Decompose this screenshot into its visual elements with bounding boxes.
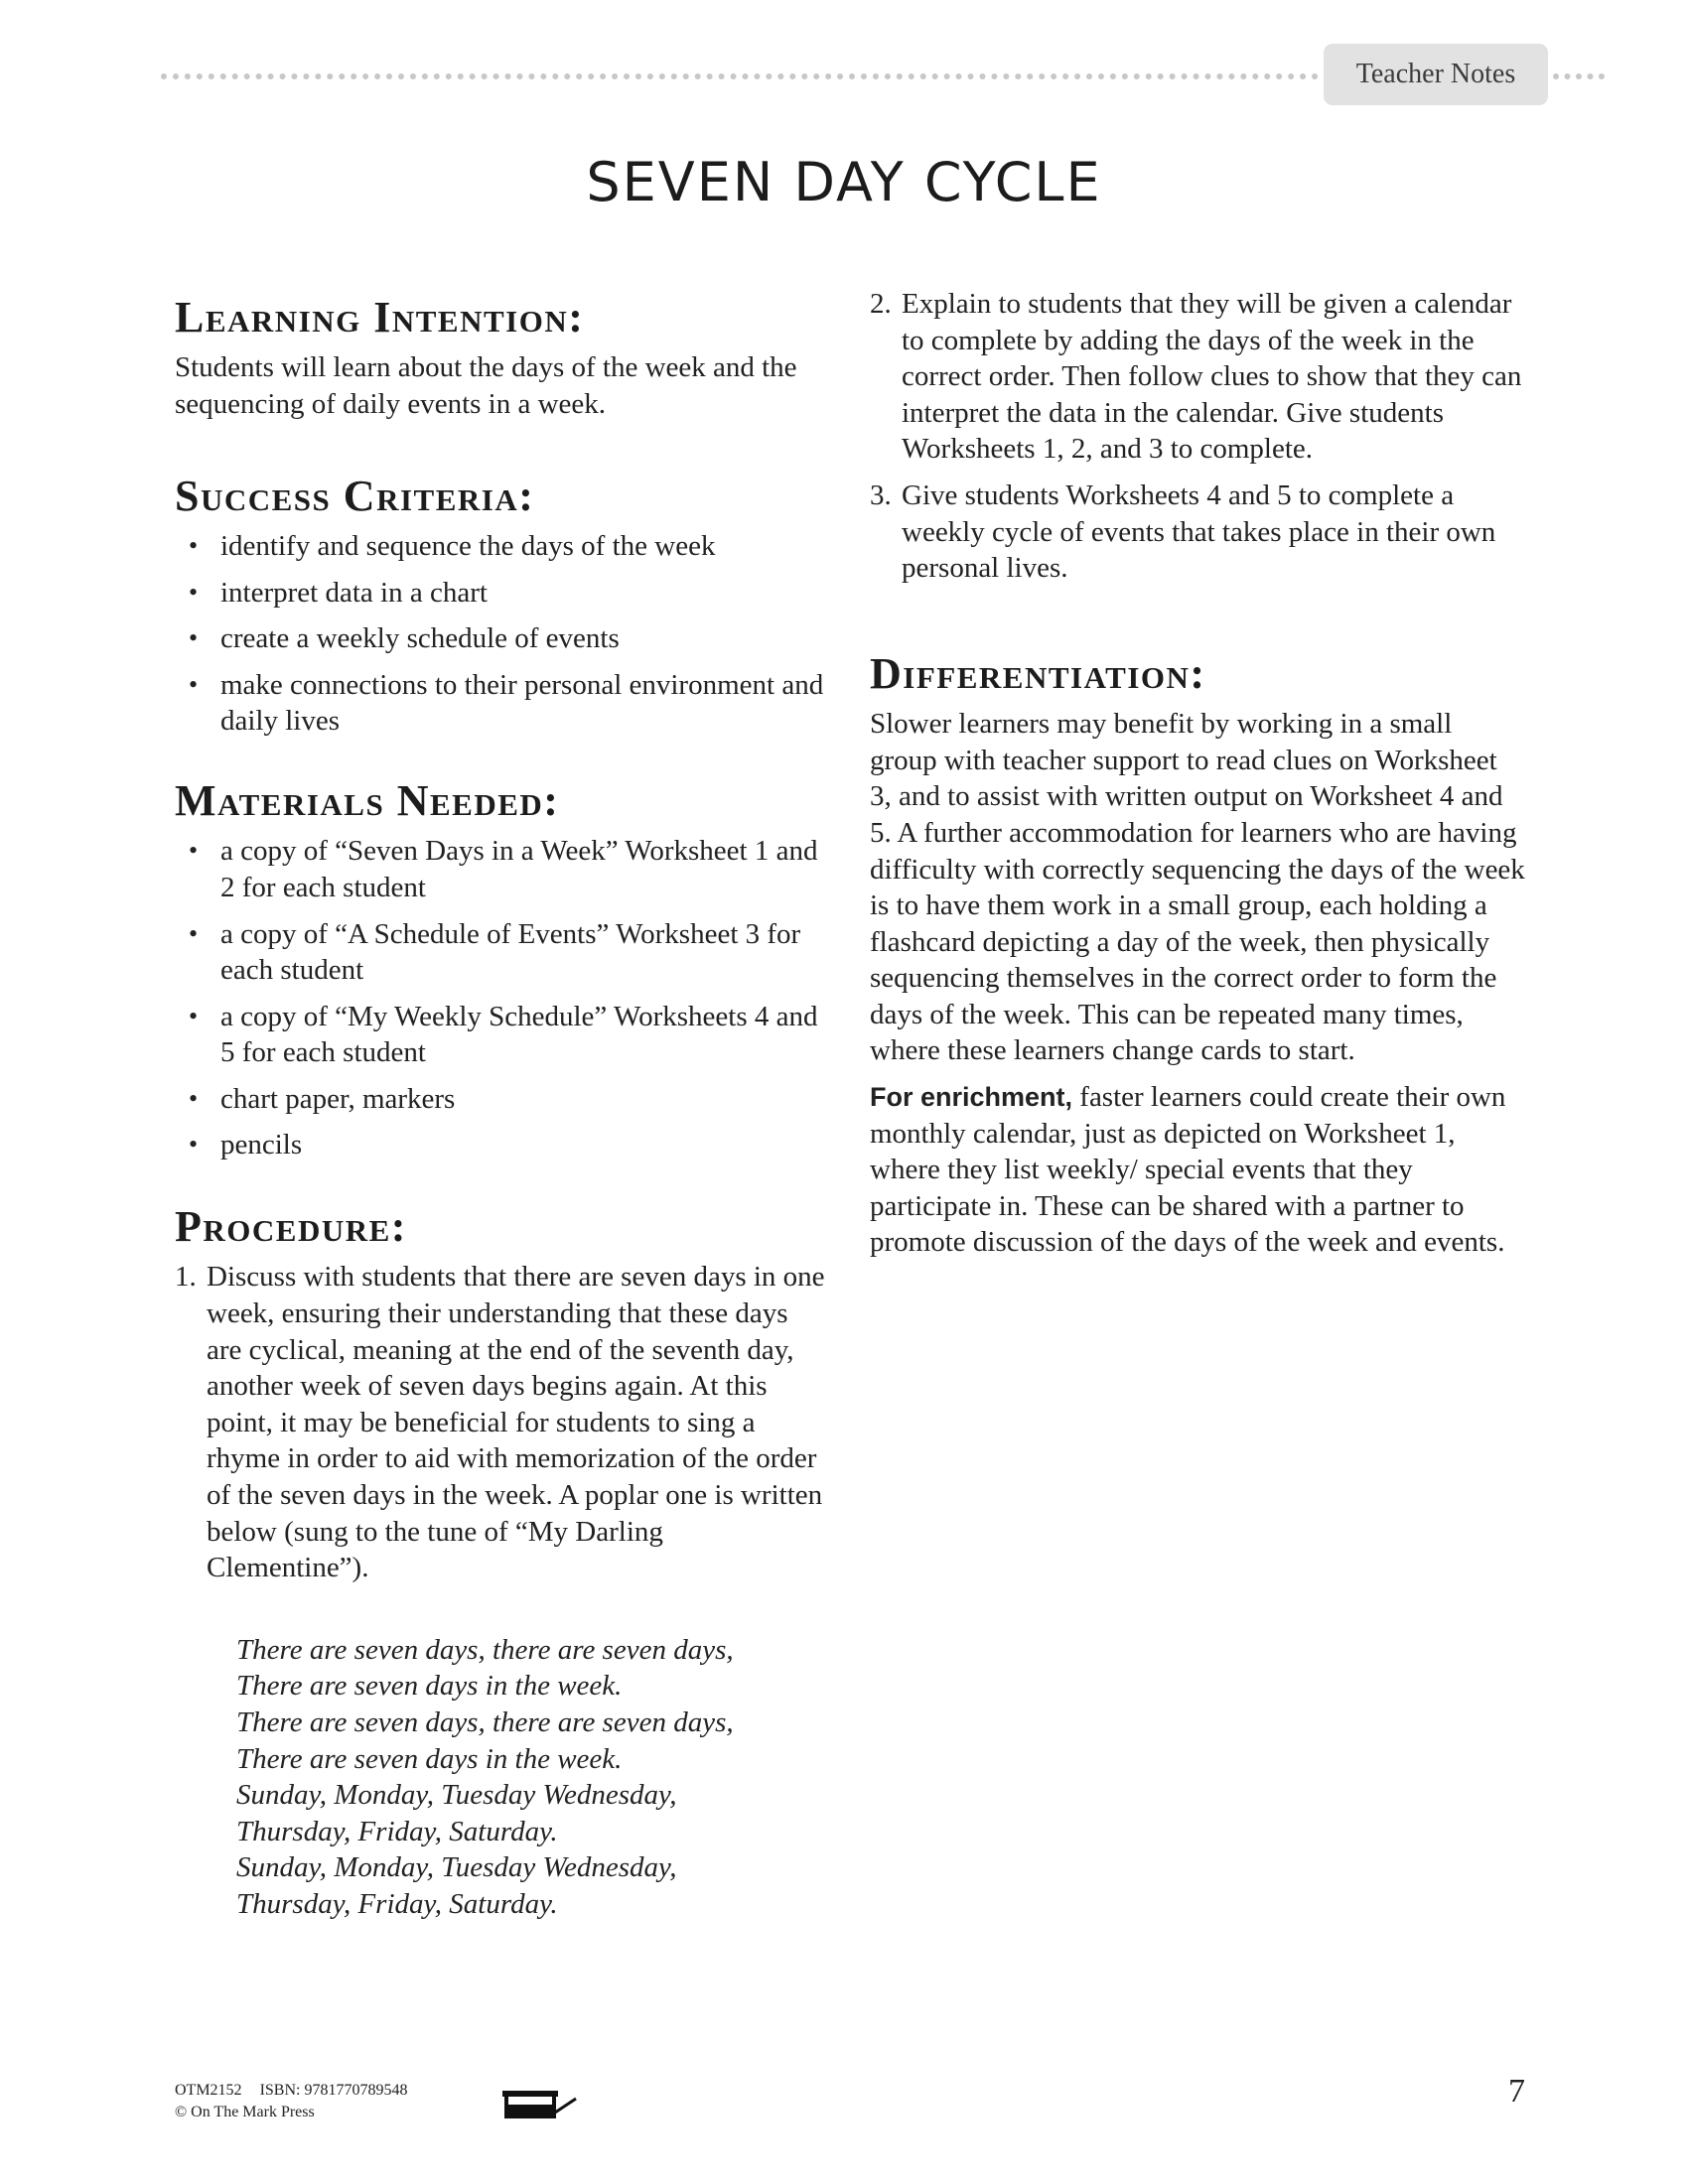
poem-line: Sunday, Monday, Tuesday Wednesday, — [236, 1779, 677, 1812]
step-text: Discuss with students that there are seven days in one week, ensuring their understanding that these days are cyclical, meaning at the end of the seventh day, another week of seven days begins again. At this point, it may be beneficial for students to sing a rhyme in order to aid with memorization of the order of the seven days in the week. A poplar one is written below (sung to the tune of “My Darling Clementine”). — [207, 1261, 825, 1584]
differentiation-heading: Differentiation: — [870, 648, 1206, 698]
bullet-icon: • — [189, 918, 199, 948]
procedure-step — [175, 1259, 830, 1585]
days-of-week-poem — [236, 1632, 830, 1923]
right-column — [870, 286, 1525, 1261]
enrichment-text: faster learners could create their own monthly calendar, just as depicted on Worksheet 1, where they list weekly/ special events that they participate in. These can be shared with a partner to promote discussion of the days of the week and events. — [870, 1081, 1506, 1259]
poem-line: There are seven days in the week. — [236, 1742, 623, 1775]
bullet-icon: • — [189, 577, 199, 607]
learning-intention-text: Students will learn about the days of the week and the sequencing of daily events in a week. — [175, 351, 797, 420]
bullet-icon: • — [189, 1001, 199, 1030]
materials-section — [175, 777, 830, 1163]
success-criteria-section — [175, 473, 830, 740]
copyright: © On The Mark Press — [175, 2104, 315, 2120]
differentiation-text: Slower learners may benefit by working in a small group with teacher support to read clues on Worksheet 3, and to assist with written output on Worksheet 4 and 5. A further accommodation for learners who are having difficulty with correctly sequencing the days of the week is to have them work in a small group, each holding a flashcard depicting a day of the week, then physically sequencing themselves in the correct order to form the days of the week. This can be repeated many times, where these learners change cards to start. — [870, 708, 1525, 1067]
poem-line: Sunday, Monday, Tuesday Wednesday, — [236, 1851, 677, 1884]
step-text: Give students Worksheets 4 and 5 to complete a weekly cycle of events that takes place in their own personal lives. — [902, 478, 1496, 585]
bullet-icon: • — [189, 1130, 199, 1160]
differentiation-section — [870, 650, 1525, 1261]
header-dotted-rule-right — [1553, 73, 1605, 79]
procedure-steps-part2 — [870, 286, 1525, 587]
bullet-icon: • — [189, 1083, 199, 1113]
poem-line: There are seven days, there are seven days, — [236, 1706, 734, 1738]
enrichment-label: For enrichment, — [870, 1082, 1073, 1113]
teacher-notes-tab: Teacher Notes — [1324, 44, 1548, 105]
procedure-step — [870, 478, 1525, 587]
procedure-section — [175, 1203, 830, 1922]
procedure-steps-part1 — [175, 1259, 830, 1585]
page-title: SEVEN DAY CYCLE — [586, 151, 1102, 213]
bullet-icon: • — [189, 836, 199, 866]
footer-publisher-info — [175, 2080, 407, 2123]
list-item: • pencils — [175, 1127, 830, 1163]
bullet-icon: • — [189, 530, 199, 560]
isbn: ISBN: 9781770789548 — [259, 2082, 408, 2099]
list-item: • identify and sequence the days of the week — [175, 528, 830, 565]
page-number: 7 — [1508, 2073, 1525, 2110]
step-number: 3. — [870, 478, 892, 511]
learning-intention-section — [175, 294, 830, 423]
header-dotted-rule-left — [161, 73, 1319, 79]
procedure-heading: Procedure: — [175, 1202, 407, 1252]
step-number: 1. — [175, 1261, 197, 1294]
list-item: • a copy of “My Weekly Schedule” Worksheets 4 and 5 for each student — [189, 1000, 818, 1069]
left-column — [175, 294, 830, 1923]
success-criteria-list — [175, 528, 830, 740]
bullet-icon: • — [189, 669, 199, 699]
list-item: • a copy of “Seven Days in a Week” Worksheet 1 and 2 for each student — [189, 835, 818, 903]
list-item: • make connections to their personal environment and daily lives — [189, 668, 824, 738]
materials-list — [175, 833, 830, 1163]
procedure-step — [870, 286, 1525, 468]
bullet-icon: • — [189, 623, 199, 653]
materials-heading: Materials Needed: — [175, 775, 560, 825]
step-text: Explain to students that they will be given a calendar to complete by adding the days of the week in the correct order. Then follow clues to show that they can interpret the data in the calendar. Give students Worksheets 1, 2, and 3 to complete. — [902, 288, 1522, 466]
poem-line: There are seven days, there are seven days, — [236, 1633, 734, 1666]
publisher-logo-icon — [500, 2085, 580, 2124]
poem-line: There are seven days in the week. — [236, 1670, 623, 1703]
list-item: • chart paper, markers — [175, 1081, 830, 1118]
list-item: • create a weekly schedule of events — [175, 620, 830, 657]
list-item: • a copy of “A Schedule of Events” Worksheet 3 for each student — [189, 917, 801, 987]
learning-intention-heading: Learning Intention: — [175, 293, 585, 341]
poem-line: Thursday, Friday, Saturday. — [236, 1815, 558, 1847]
success-criteria-heading: Success Criteria: — [175, 471, 535, 520]
enrichment-paragraph — [870, 1079, 1525, 1261]
product-code: OTM2152 — [175, 2082, 242, 2099]
step-number: 2. — [870, 288, 892, 320]
poem-line: Thursday, Friday, Saturday. — [236, 1887, 558, 1920]
list-item: • interpret data in a chart — [175, 575, 830, 612]
